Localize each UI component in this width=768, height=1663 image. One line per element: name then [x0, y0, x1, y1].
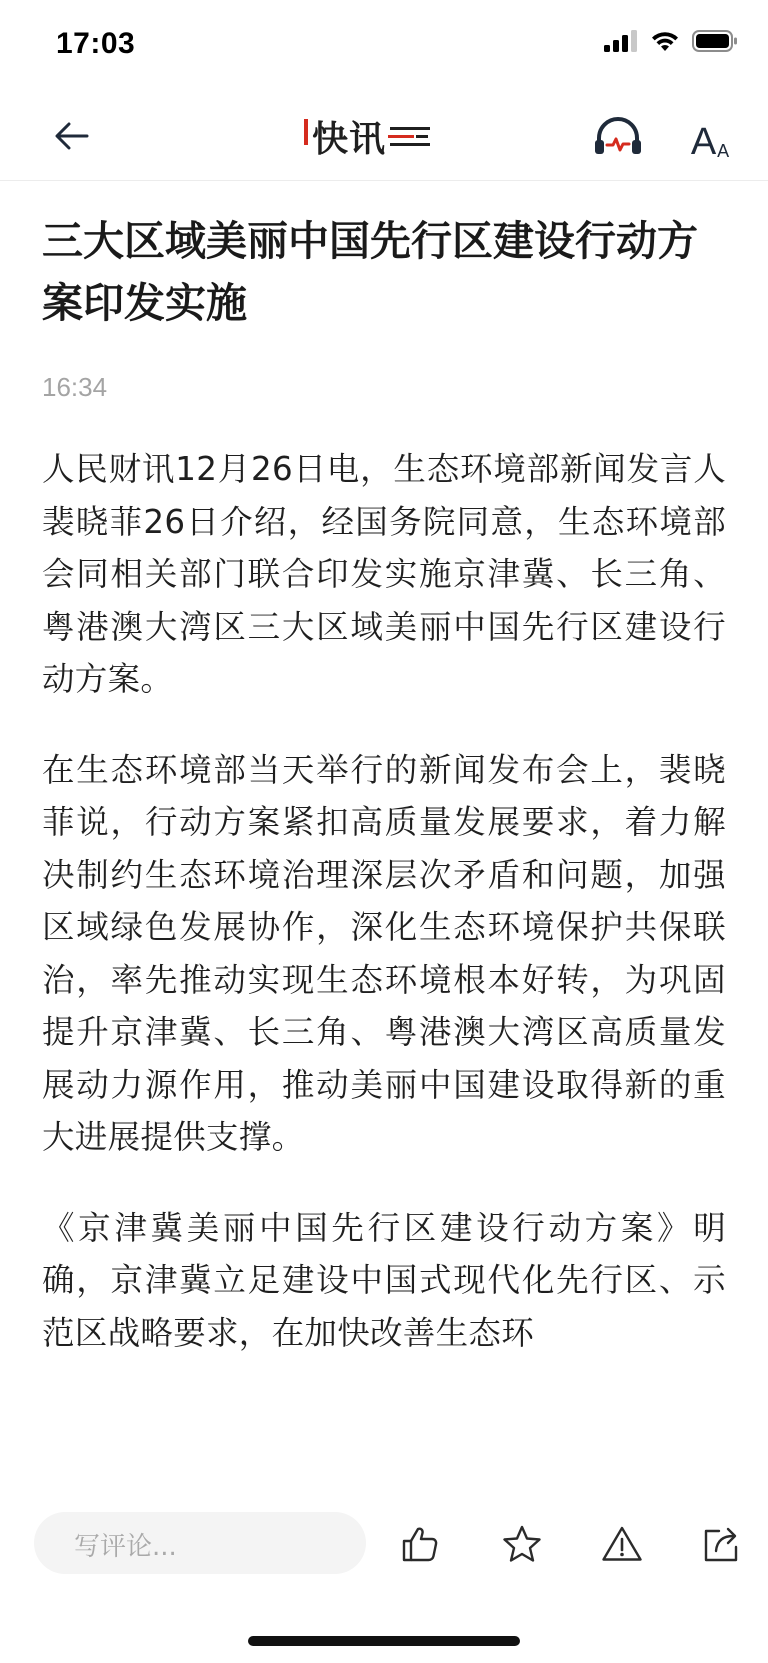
status-bar: [0, 0, 768, 92]
article-paragraph-1: 人民财讯12月26日电，生态环境部新闻发言人裴晓菲26日介绍，经国务院同意，生态环境部会同相关部门联合印发实施京津冀、长三角、粤港澳大湾区三大区域美丽中国先行区建设行动方案。: [42, 450, 726, 698]
signal-icon: [604, 30, 638, 52]
thumbs-up-icon: [401, 1525, 439, 1563]
audio-play-button[interactable]: [592, 112, 644, 160]
font-size-icon-small: A: [717, 141, 730, 161]
article-title: 三大区域美丽中国先行区建设行动方案印发实施: [42, 217, 698, 327]
bottom-action-bar: [0, 1482, 768, 1663]
font-size-button[interactable]: [684, 110, 736, 162]
status-time: 17:03: [56, 27, 136, 60]
like-button[interactable]: [398, 1522, 442, 1566]
article-paragraph-2: 在生态环境部当天举行的新闻发布会上，裴晓菲说，行动方案紧扣高质量发展要求，着力解决制约生态环境治理深层次矛盾和问题，加强区域绿色发展协作，深化生态环境保护共保联治，率先推动实现生态环境根本好转，为巩固提升京津冀、长三角、粤港澳大湾区高质量发展动力源作用，推动美丽中国建设取得新的重大进展提供支撑。: [42, 750, 726, 1156]
home-indicator[interactable]: [248, 1636, 520, 1646]
star-icon: [502, 1524, 542, 1564]
back-button[interactable]: [48, 112, 96, 160]
status-icons: [604, 30, 738, 52]
share-icon: [702, 1525, 742, 1563]
brand-lines-icon: [388, 119, 432, 153]
top-nav-bar: [0, 92, 768, 181]
back-arrow-icon: [54, 121, 90, 151]
headphones-icon: [594, 116, 642, 156]
comment-input[interactable]: [34, 1512, 366, 1574]
brand-title: 快讯: [312, 118, 387, 160]
warning-icon: [601, 1525, 643, 1563]
brand-accent-mark: [304, 119, 308, 145]
article-publish-time: 16:34: [42, 372, 108, 402]
report-button[interactable]: [600, 1522, 644, 1566]
article: [42, 210, 726, 1359]
article-paragraph-3: 《京津冀美丽中国先行区建设行动方案》明确，京津冀立足建设中国式现代化先行区、示范区战略要求，在加快改善生态环: [42, 1208, 726, 1352]
brand-logo: [304, 106, 432, 166]
share-button[interactable]: [700, 1522, 744, 1566]
comment-placeholder: 写评论...: [74, 1532, 177, 1562]
wifi-icon: [650, 30, 680, 52]
font-size-icon-large: A: [690, 121, 717, 163]
favorite-button[interactable]: [500, 1522, 544, 1566]
battery-icon: [692, 30, 738, 52]
